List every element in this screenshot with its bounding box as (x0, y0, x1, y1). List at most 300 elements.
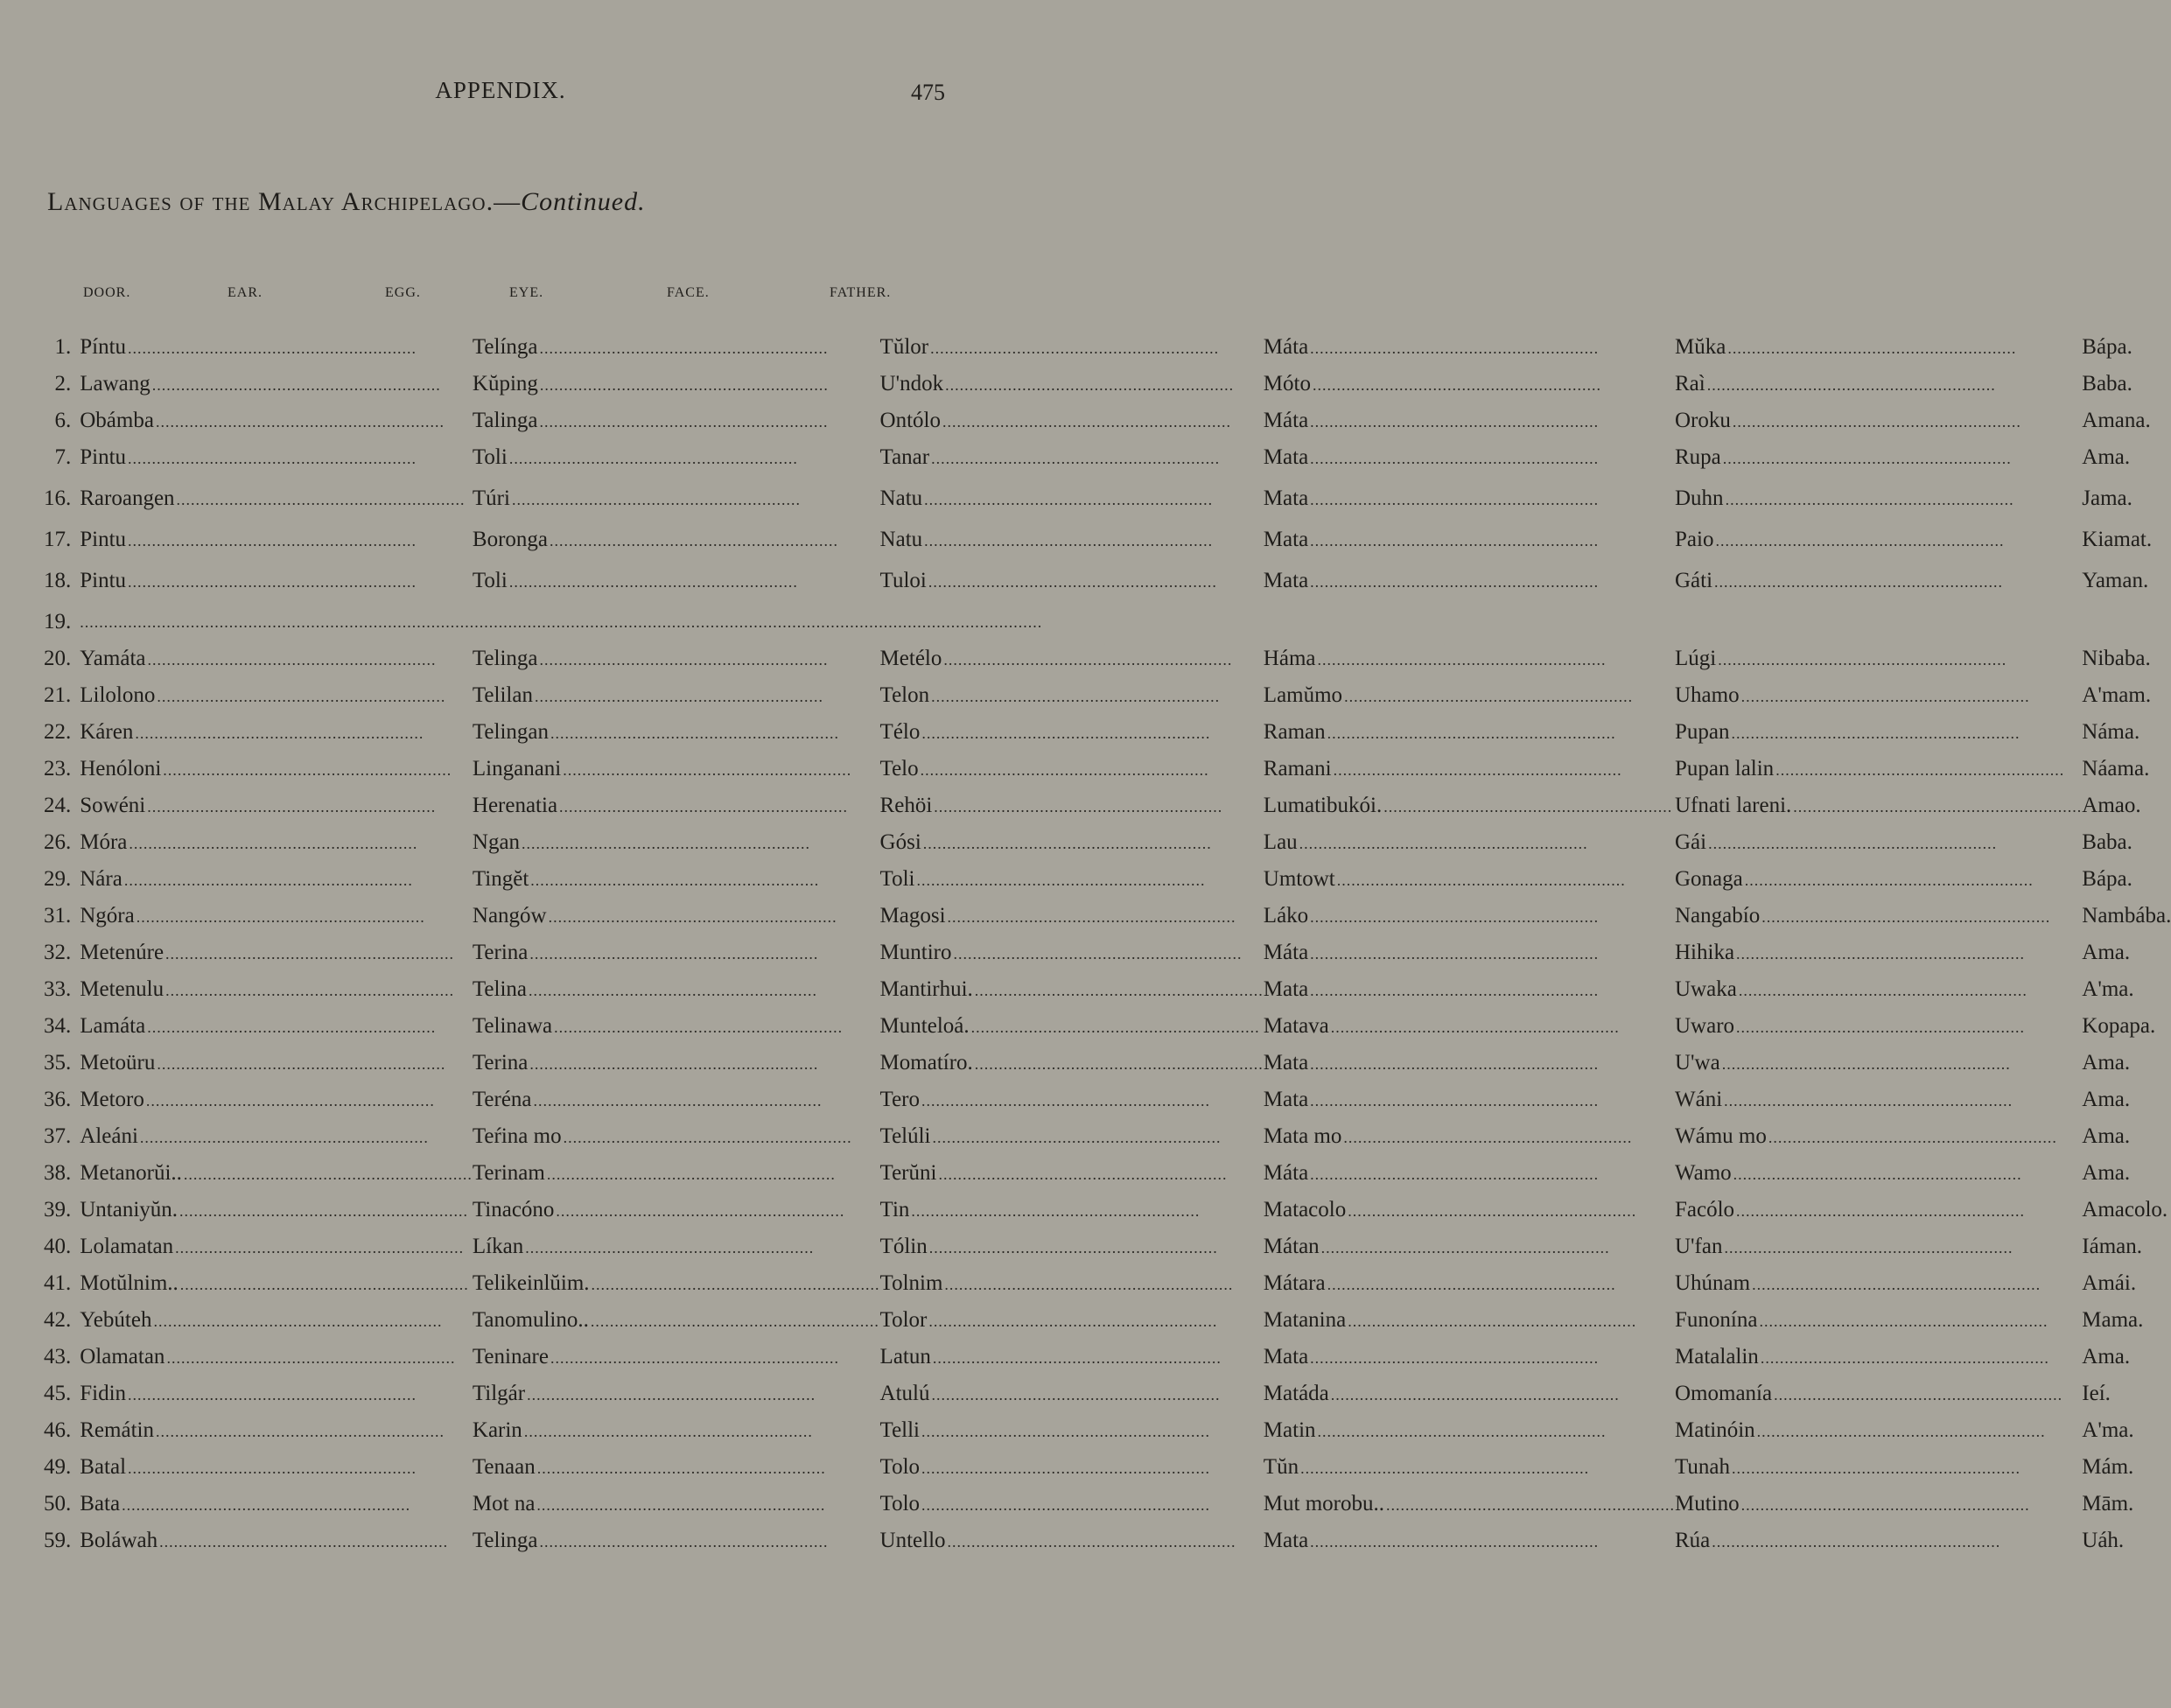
section-heading (47, 187, 646, 217)
word: Matava (1263, 1014, 1329, 1038)
word: Kŭping (472, 372, 538, 396)
word: Lamáta (80, 1014, 146, 1038)
row-number: 39. (44, 1198, 72, 1222)
heading-continued: Continued. (521, 187, 646, 216)
word: Nibaba. (2082, 647, 2151, 670)
dot-leader: ............................................................ (944, 1276, 1234, 1293)
dot-leader: ............................................................ (1330, 1018, 1620, 1036)
word: Ama. (2082, 941, 2131, 964)
dot-leader: ............................................................ (1736, 945, 2026, 962)
dot-leader: ............................................................ (1310, 532, 1600, 550)
dot-leader: ............................................................ (1732, 413, 2021, 430)
word: Amacolo. (2082, 1198, 2168, 1222)
dot-leader: ............................................................ (931, 688, 1221, 705)
row-number: 7. (54, 445, 72, 469)
word: Nára (80, 867, 123, 891)
dot-leader: ............................................................ (1761, 908, 2051, 926)
word: Ama. (2082, 1124, 2131, 1148)
dot-leader: ............................................................ (147, 1018, 437, 1036)
cell-eye (1264, 677, 1675, 714)
cell-door (80, 522, 473, 558)
cell-father (2082, 476, 2171, 522)
dot-leader: ............................................................ (128, 1460, 417, 1477)
cell-door (80, 1228, 473, 1265)
dot-leader: ............................................................ (550, 1349, 839, 1367)
cell-father (2082, 1376, 2171, 1412)
dot-leader: ............................................................ (1738, 982, 2027, 999)
cell-egg (880, 751, 1264, 788)
word: Telilan (472, 683, 533, 707)
cell-face (1675, 439, 2082, 476)
table-row (44, 1045, 2171, 1082)
word: Untello (879, 1529, 946, 1552)
dot-leader: ............................................................ (921, 1460, 1211, 1477)
table-row (44, 329, 2171, 366)
dot-leader: ............................................................ (1330, 1386, 1620, 1404)
row-number: 22. (44, 720, 72, 744)
row-number: 17. (44, 528, 72, 551)
dot-leader: ............................................................ (911, 1202, 1201, 1220)
word: Máta (1263, 335, 1309, 359)
cell-door (80, 329, 473, 366)
word: Telinawa (472, 1014, 553, 1038)
row-number: 18. (44, 569, 72, 592)
table-row (44, 1376, 2171, 1412)
dot-leader: ............................................................ (165, 945, 455, 962)
word: Natu (879, 486, 923, 510)
cell-father (2082, 1265, 2171, 1302)
word: Lilolono (80, 683, 156, 707)
cell-egg (880, 522, 1264, 558)
cell-egg (880, 824, 1264, 861)
row-number: 59. (44, 1529, 72, 1552)
dot-leader: ............................................................ (155, 413, 445, 430)
word: Atulú (879, 1382, 930, 1405)
cell-father (2082, 934, 2171, 971)
word: Pintu (80, 445, 127, 469)
table-row (44, 1228, 2171, 1265)
word: Duhn (1675, 486, 1724, 510)
word: Terina (472, 1051, 529, 1074)
cell-egg (880, 1082, 1264, 1118)
row-number: 35. (44, 1051, 72, 1074)
row-number: 49. (44, 1455, 72, 1479)
dot-leader: ............................................................ (530, 872, 820, 889)
dot-leader: ............................................................ (522, 835, 811, 852)
word: Tŭn (1263, 1455, 1299, 1479)
word: Telikeinlŭim. (472, 1271, 590, 1295)
word: Jama. (2082, 486, 2132, 510)
word: Mata (1263, 1345, 1309, 1368)
word: Linganani (472, 757, 562, 780)
word: Ufnati lareni. (1675, 794, 1792, 817)
word: Máta (1263, 941, 1309, 964)
table-row (44, 1486, 2171, 1522)
cell-father (2082, 677, 2171, 714)
word: Untaniyŭn. (80, 1198, 179, 1222)
word: Ama. (2082, 1345, 2131, 1368)
table-row (44, 971, 2171, 1008)
dot-leader: ............................................................ (1740, 1496, 2030, 1514)
cell-ear (473, 522, 880, 558)
cell-egg (880, 1118, 1264, 1155)
word: Mot na (472, 1492, 536, 1516)
cell-door (80, 1302, 473, 1339)
dot-leader: ............................................................ (1348, 1202, 1637, 1220)
dot-leader: ............................................................ (930, 340, 1220, 357)
dot-leader: ............................................................ (924, 491, 1214, 508)
word: Mátara (1263, 1271, 1326, 1295)
dot-leader: ............................................................ (128, 532, 417, 550)
cell-ear (473, 1082, 880, 1118)
empty-row-leader: ........................................................................................................................................................................................................ (80, 612, 1043, 631)
cell-ear (473, 1228, 880, 1265)
dot-leader: ............................................................ (1312, 376, 1601, 394)
word: Lumatibukói. (1263, 794, 1383, 817)
dot-leader: ............................................................ (916, 872, 1206, 889)
cell-father (2082, 1449, 2171, 1486)
cell-ear (473, 329, 880, 366)
row-number: 36. (44, 1088, 72, 1111)
cell-door (80, 1449, 473, 1486)
table-row (44, 439, 2171, 476)
cell-door (80, 366, 473, 402)
cell-father (2082, 439, 2171, 476)
row-number: 34. (44, 1014, 72, 1038)
dot-leader: ............................................................ (1706, 376, 1996, 394)
word: Uwaro (1675, 1014, 1735, 1038)
dot-leader: ............................................................ (922, 835, 1212, 852)
word: Wáni (1675, 1088, 1723, 1111)
dot-leader: ............................................................ (175, 1239, 465, 1256)
cell-eye (1264, 329, 1675, 366)
word: Tinacóno (472, 1198, 555, 1222)
cell-face (1675, 971, 2082, 1008)
word: Lúgi (1675, 647, 1717, 670)
word: Raroangen (80, 486, 175, 510)
word: Munteloá. (879, 1014, 970, 1038)
cell-door (80, 751, 473, 788)
table-row (44, 1339, 2171, 1376)
word: Tingĕt (472, 867, 529, 891)
word: Tólin (879, 1235, 928, 1258)
cell-face (1675, 1155, 2082, 1192)
word: Aleáni (80, 1124, 138, 1148)
word: Natu (879, 528, 923, 551)
word: Teninare (472, 1345, 549, 1368)
cell-ear (473, 1486, 880, 1522)
word: A'mam. (2082, 683, 2152, 707)
cell-eye (1264, 558, 1675, 604)
word: Metélo (879, 647, 942, 670)
word: Uhúnam (1675, 1271, 1751, 1295)
cell-father (2082, 751, 2171, 788)
cell-ear (473, 1155, 880, 1192)
dot-leader: ............................................................ (1320, 1239, 1610, 1256)
cell-father (2082, 366, 2171, 402)
dot-leader: ............................................................ (159, 1533, 449, 1550)
cell-face (1675, 788, 2082, 824)
dot-leader: ............................................................ (536, 1496, 826, 1514)
word: Pupan lalin (1675, 757, 1775, 780)
cell-ear (473, 1449, 880, 1486)
cell-egg (880, 714, 1264, 751)
word: Magosi (879, 904, 946, 928)
dot-leader: ............................................................ (1768, 1129, 2057, 1146)
cell-ear (473, 1008, 880, 1045)
cell-door (80, 677, 473, 714)
cell-door (80, 714, 473, 751)
cell-father (2082, 1155, 2171, 1192)
cell-face (1675, 1118, 2082, 1155)
word: Kiamat. (2082, 528, 2153, 551)
dot-leader: ............................................................ (529, 1055, 819, 1073)
word: Ontólo (879, 409, 941, 432)
word: Matinóin (1675, 1418, 1755, 1442)
cell-eye (1264, 1082, 1675, 1118)
word: Herenatia (472, 794, 558, 817)
cell-ear (473, 824, 880, 861)
dot-leader: ............................................................ (1731, 724, 2020, 742)
cell-egg (880, 439, 1264, 476)
row-number: 19. (44, 610, 72, 634)
word: Amái. (2082, 1271, 2137, 1295)
dot-leader: ............................................................ (1715, 532, 2005, 550)
dot-leader: ............................................................ (938, 1166, 1228, 1183)
cell-ear (473, 476, 880, 522)
word: Pintu (80, 528, 127, 551)
word: Wamo (1675, 1161, 1732, 1185)
table-row (44, 677, 2171, 714)
word: Terŭni (879, 1161, 937, 1185)
cell-egg (880, 677, 1264, 714)
dot-leader: ............................................................ (511, 491, 801, 508)
cell-door (80, 476, 473, 522)
dot-leader: ............................................................ (921, 724, 1211, 742)
cell-father (2082, 640, 2171, 677)
table-row (44, 788, 2171, 824)
row-number: 24. (44, 794, 72, 817)
cell-eye (1264, 861, 1675, 898)
dot-leader: ............................................................ (1300, 1460, 1590, 1477)
word: Raì (1675, 372, 1705, 396)
table-row (44, 522, 2171, 558)
cell-face (1675, 934, 2082, 971)
word: Tunah (1675, 1455, 1730, 1479)
dot-leader: ............................................................ (527, 1386, 816, 1404)
word: Tolor (879, 1308, 928, 1332)
word: Mata (1263, 569, 1309, 592)
dot-leader: ............................................................ (928, 1239, 1218, 1256)
table-row (44, 604, 2171, 640)
row-number: 42. (44, 1308, 72, 1332)
cell-egg (880, 1486, 1264, 1522)
dot-leader: ............................................................ (1712, 1533, 2001, 1550)
cell-egg (880, 971, 1264, 1008)
dot-leader: ............................................................ (1727, 340, 2017, 357)
row-number: 21. (44, 683, 72, 707)
cell-egg (880, 402, 1264, 439)
cell-ear (473, 1412, 880, 1449)
dot-leader: ............................................................ (550, 724, 839, 742)
word: Teŕina mo (472, 1124, 562, 1148)
dot-leader: ............................................................ (147, 651, 437, 668)
row-number: 50. (44, 1492, 72, 1516)
word: Mata (1263, 1088, 1309, 1111)
cell-eye (1264, 1155, 1675, 1192)
row-number: 37. (44, 1124, 72, 1148)
cell-face (1675, 1412, 2082, 1449)
cell-father (2082, 522, 2171, 558)
dot-leader: ............................................................ (1310, 573, 1600, 591)
cell-egg (880, 558, 1264, 604)
word: Nangabío (1675, 904, 1761, 928)
cell-door (80, 1045, 473, 1082)
dot-leader: ............................................................ (529, 982, 817, 999)
cell-father (2082, 1339, 2171, 1376)
row-number: 20. (44, 647, 72, 670)
word: Iáman. (2082, 1235, 2142, 1258)
dot-leader: ............................................................ (508, 573, 798, 591)
cell-door (80, 861, 473, 898)
col-header-eye: EYE. (509, 285, 544, 300)
dot-leader: ............................................................ (931, 1386, 1221, 1404)
cell-eye (1264, 366, 1675, 402)
cell-ear (473, 677, 880, 714)
cell-eye (1264, 824, 1675, 861)
dot-leader: ............................................................ (1310, 908, 1600, 926)
dot-leader: ............................................................ (153, 1312, 443, 1330)
table-row (44, 934, 2171, 971)
dot-leader: ............................................................ (921, 1092, 1210, 1110)
cell-egg (880, 898, 1264, 934)
word: Matin (1263, 1418, 1316, 1442)
word: Motŭlnim.. (80, 1271, 179, 1295)
cell-egg (880, 640, 1264, 677)
cell-eye (1264, 898, 1675, 934)
cell-eye (1264, 476, 1675, 522)
cell-ear (473, 1045, 880, 1082)
cell-egg (880, 1155, 1264, 1192)
word: A'ma. (2082, 977, 2134, 1001)
word: Omomanía (1675, 1382, 1773, 1405)
word: Mata (1263, 1529, 1309, 1552)
word: Telina (472, 977, 527, 1001)
dot-leader: ............................................................ (1327, 1276, 1616, 1293)
table-row (44, 476, 2171, 522)
cell-ear (473, 971, 880, 1008)
dot-leader: ............................................................ (1310, 491, 1600, 508)
dot-leader: ............................................................ (1348, 1312, 1637, 1330)
word: Tenaan (472, 1455, 536, 1479)
word: Uwaka (1675, 977, 1737, 1001)
cell-eye (1264, 1486, 1675, 1522)
word: Facólo (1675, 1198, 1735, 1222)
dot-leader: ............................................................ (1732, 1460, 2020, 1477)
dot-leader: ............................................................ (928, 1312, 1218, 1330)
cell-ear (473, 1339, 880, 1376)
word: Pintu (80, 569, 127, 592)
dot-leader: ............................................................ (151, 376, 441, 394)
dot-leader: ............................................................ (1327, 724, 1616, 742)
dot-leader: ............................................................ (1343, 1129, 1633, 1146)
table-row (44, 1412, 2171, 1449)
dot-leader: ............................................................ (932, 1129, 1222, 1146)
word: Lawang (80, 372, 151, 396)
cell-face (1675, 1339, 2082, 1376)
dot-leader: ............................................................ (1310, 340, 1600, 357)
cell-door (80, 1192, 473, 1228)
word: Náma. (2082, 720, 2140, 744)
cell-face (1675, 366, 2082, 402)
dot-leader: ............................................................ (1733, 1166, 2022, 1183)
word: Ramani (1263, 757, 1332, 780)
word: Metanorŭi.. (80, 1161, 182, 1185)
dot-leader: ............................................................ (934, 798, 1223, 816)
word: Hihika (1675, 941, 1735, 964)
row-number: 2. (54, 372, 72, 396)
word: Muntiro (879, 941, 952, 964)
heading-main: Languages of the Malay Archipelago.— (47, 187, 522, 216)
cell-father (2082, 1192, 2171, 1228)
row-number: 33. (44, 977, 72, 1001)
word: Obámba (80, 409, 154, 432)
word: Tŭlor (879, 335, 929, 359)
cell-eye (1264, 1412, 1675, 1449)
dot-leader: ............................................................ (1310, 1092, 1600, 1110)
word: Metenúre (80, 941, 165, 964)
cell-face (1675, 1008, 2082, 1045)
dot-leader: ............................................................ (563, 1129, 852, 1146)
cell-ear (473, 558, 880, 604)
dot-leader: ............................................................ (1386, 1496, 1675, 1514)
cell-door (80, 1118, 473, 1155)
word: Metoro (80, 1088, 144, 1111)
dot-leader: ............................................................ (947, 1533, 1236, 1550)
word: Mām. (2082, 1492, 2134, 1516)
dot-leader: ............................................................ (539, 651, 829, 668)
word: Boronga (472, 528, 548, 551)
word: Líkan (472, 1235, 524, 1258)
word: Matáda (1263, 1382, 1329, 1405)
cell-egg (880, 1339, 1264, 1376)
word: Bápa. (2082, 867, 2132, 891)
table-row (44, 861, 2171, 898)
word: Gósi (879, 830, 921, 854)
dot-leader: ............................................................ (122, 1496, 411, 1514)
dot-leader: ............................................................ (924, 532, 1214, 550)
cell-face (1675, 898, 2082, 934)
dot-leader: ............................................................ (1740, 688, 2030, 705)
word: Latun (879, 1345, 931, 1368)
cell-eye (1264, 1192, 1675, 1228)
word: Funonína (1675, 1308, 1758, 1332)
word: Mutino (1675, 1492, 1740, 1516)
table-row (44, 640, 2171, 677)
dot-leader: ............................................................ (974, 982, 1264, 999)
dot-leader: ............................................................ (1775, 761, 2065, 779)
cell-eye (1264, 714, 1675, 751)
row-number: 26. (44, 830, 72, 854)
table-row (44, 402, 2171, 439)
dot-leader: ............................................................ (539, 340, 829, 357)
dot-leader: ............................................................ (559, 798, 849, 816)
col-header-door: DOOR. (83, 285, 131, 300)
dot-leader: ............................................................ (942, 413, 1231, 430)
word: Amana. (2082, 409, 2151, 432)
word: Mata (1263, 486, 1309, 510)
cell-father (2082, 1302, 2171, 1339)
